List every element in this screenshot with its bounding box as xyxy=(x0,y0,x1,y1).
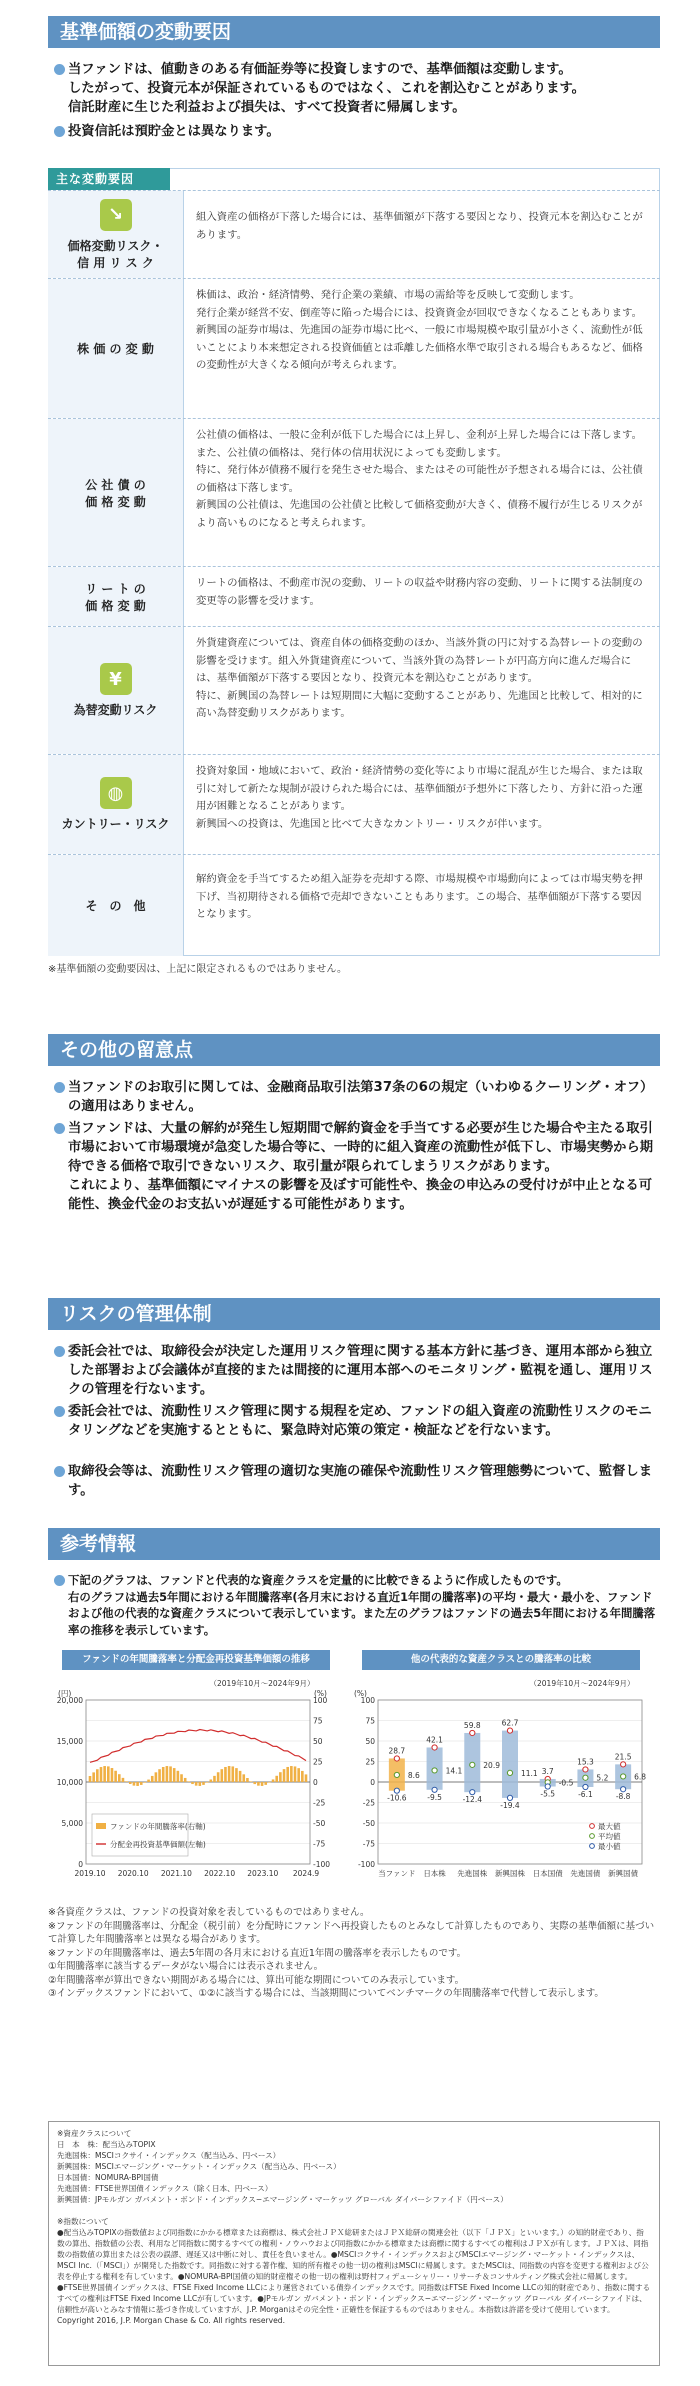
right-tick-label: -50 xyxy=(313,1819,326,1828)
bullet-reference-1: 下記のグラフは、ファンドと代表的な資産クラスを定量的に比較できるように作成したものです。 右のグラフは過去5年間における年間騰落率(各月末における直近1年間の騰落率)の平均・最大・最小を、ファンドおよび他の代表的な資産クラスについて表示しています。また左のグラフはファンドの過去5年間における年間騰落率の推移を表示しています。 xyxy=(54,1572,662,1638)
max-label: 62.7 xyxy=(501,1718,519,1728)
risk-row-reit: リ ー ト の 価 格 変 動 リートの価格は、不動産市況の変動、リートの収益や財務内容の変動、リートに関する法制度の変更等の影響を受けます。 xyxy=(48,566,660,626)
avg-point xyxy=(432,1768,437,1773)
return-bar xyxy=(147,1780,150,1782)
return-bar xyxy=(92,1772,95,1782)
legend-label: 最大値 xyxy=(598,1822,621,1831)
right-chart xyxy=(352,1674,652,1896)
return-bar xyxy=(286,1767,289,1782)
right-tick-label: -100 xyxy=(313,1860,331,1869)
bullet-risk-mgmt-3: 取締役会等は、流動性リスク管理の適切な実施の確保や流動性リスク管理態勢について、監督します。 xyxy=(54,1462,662,1500)
legend-label: 最小値 xyxy=(598,1842,621,1851)
return-bar xyxy=(210,1779,213,1782)
right-axis-unit: (%) xyxy=(314,1689,327,1698)
globe-icon: ◍ xyxy=(100,777,132,809)
bullet-dot-icon xyxy=(54,1346,65,1357)
risk-row-price-credit: ↘ 価格変動リスク・ 信 用 リ ス ク 組入資産の価格が下落した場合には、基準価額が下落する要因となり、投資元本を割込むことがあります。 xyxy=(48,190,660,278)
return-bar xyxy=(103,1766,106,1782)
min-point xyxy=(621,1787,626,1792)
right-tick-label: 25 xyxy=(313,1757,323,1767)
right-chart-period: （2019年10月〜2024年9月） xyxy=(529,1679,635,1688)
return-bar xyxy=(213,1776,216,1782)
return-bar xyxy=(305,1774,308,1782)
avg-label: 8.6 xyxy=(407,1770,420,1780)
min-point xyxy=(394,1788,399,1793)
left-tick-label: 5,000 xyxy=(61,1819,83,1828)
bullet-dot-icon xyxy=(54,1406,65,1417)
left-chart-title: ファンドの年間騰落率と分配金再投資基準価額の推移 xyxy=(62,1650,330,1670)
max-label: 59.8 xyxy=(463,1720,481,1730)
left-axis-unit: (円) xyxy=(58,1689,72,1698)
return-bar xyxy=(136,1782,139,1786)
category-label: 先進国株 xyxy=(457,1869,488,1878)
bullet-fluctuation-1: 当ファンドは、値動きのある有価証券等に投資しますので、基準価額は変動します。 したがって、投資元本が保証されているものではなく、これを割込むことがあります。 信託財産に生じた利益および損失は、すべて投資者に帰属します。 xyxy=(54,60,662,117)
return-bar xyxy=(231,1766,234,1782)
max-point xyxy=(394,1756,399,1761)
return-bar xyxy=(118,1774,121,1782)
return-bar xyxy=(217,1772,220,1782)
category-label: 新興国株 xyxy=(495,1869,525,1878)
x-tick-label: 2023.10 xyxy=(247,1869,279,1878)
legend-label: 分配金再投資基準価額(左軸) xyxy=(110,1840,206,1849)
bullet-dot-icon xyxy=(54,1123,65,1134)
return-bar xyxy=(158,1769,161,1782)
y-tick-label: -75 xyxy=(362,1839,375,1849)
legend-marker xyxy=(590,1834,595,1839)
min-point xyxy=(545,1784,550,1789)
max-label: 28.7 xyxy=(388,1746,406,1756)
return-bar xyxy=(180,1774,183,1782)
return-bar xyxy=(206,1782,209,1783)
return-bar xyxy=(166,1766,169,1782)
risk-row-bond: 公 社 債 の 価 格 変 動 公社債の価格は、一般に金利が低下した場合には上昇し、金利が上昇した場合には下落します。また、公社債の価格は、発行体の信用状況によっても変動します。 特に、発行体が債務不履行を発生させた場合、またはその可能性が予想される場合には、公社債の価格は下落します。 新興国の公社債は、先進国の公社債と比較して価格変動が大きく、債務不履行が生じるリスクがより高いものになると考えられます。 xyxy=(48,418,660,566)
return-bar xyxy=(261,1782,264,1786)
return-bar xyxy=(184,1778,187,1782)
min-label: -12.4 xyxy=(462,1795,482,1805)
return-bar xyxy=(202,1782,205,1785)
return-bar xyxy=(155,1772,158,1782)
avg-label: 20.9 xyxy=(483,1760,500,1770)
return-bar xyxy=(199,1782,202,1786)
section-title-risk-management: リスクの管理体制 xyxy=(48,1298,660,1330)
x-tick-label: 2021.10 xyxy=(160,1869,192,1878)
legend-box xyxy=(92,1814,188,1856)
return-bar xyxy=(151,1776,154,1782)
risk-table-header: 主な変動要因 xyxy=(48,168,170,190)
return-bar xyxy=(246,1778,249,1782)
section-title-fluctuation: 基準価額の変動要因 xyxy=(48,16,660,48)
avg-point xyxy=(394,1772,399,1777)
return-bar xyxy=(257,1782,260,1786)
max-label: 42.1 xyxy=(426,1735,443,1745)
return-bar xyxy=(140,1782,143,1785)
min-point xyxy=(507,1795,512,1800)
return-bar xyxy=(297,1768,300,1782)
risk-row-stock: 株 価 の 変 動 株価は、政治・経済情勢、発行企業の業績、市場の需給等を反映して変動します。 発行企業が経営不安、倒産等に陥った場合には、投資資金が回収できなくなることもあります。 新興国の証券市場は、先進国の証券市場に比べ、一般に市場規模や取引量が小さく、流動性が低いことにより本来想定される投資価値とは乖離した価格水準で取引される場合もあるなど、価格の変動性が大きくなる傾向が考えられます。 xyxy=(48,278,660,418)
bullet-dot-icon xyxy=(54,1575,65,1586)
return-bar xyxy=(100,1767,103,1782)
return-bar xyxy=(188,1781,191,1782)
yen-icon: ¥ xyxy=(100,663,132,695)
left-tick-label: 10,000 xyxy=(56,1778,83,1787)
left-tick-label: 0 xyxy=(78,1860,83,1869)
y-axis-unit: (%) xyxy=(354,1689,367,1698)
avg-label: 14.1 xyxy=(445,1766,463,1776)
min-label: -6.1 xyxy=(578,1790,593,1800)
max-point xyxy=(621,1762,626,1767)
y-tick-label: -50 xyxy=(362,1819,375,1828)
return-bar xyxy=(162,1767,165,1782)
bullet-fluctuation-2: 投資信託は預貯金とは異なります。 xyxy=(54,122,662,141)
chart-down-icon: ↘ xyxy=(100,199,132,231)
y-tick-label: -25 xyxy=(362,1798,375,1808)
right-tick-label: 100 xyxy=(313,1696,328,1705)
max-label: 3.7 xyxy=(541,1766,554,1776)
right-tick-label: 50 xyxy=(313,1737,323,1746)
return-bar xyxy=(275,1776,278,1782)
category-label: 先進国債 xyxy=(570,1869,601,1878)
section-title-reference: 参考情報 xyxy=(48,1528,660,1560)
category-label: 当ファンド xyxy=(378,1869,416,1878)
return-bar xyxy=(235,1768,238,1782)
min-label: -5.5 xyxy=(540,1789,556,1799)
return-bar xyxy=(294,1766,297,1782)
left-chart xyxy=(52,1674,342,1896)
category-label: 新興国債 xyxy=(608,1869,639,1878)
y-tick-label: 75 xyxy=(365,1716,375,1726)
avg-label: 11.1 xyxy=(521,1768,538,1778)
risk-row-other: そ の 他 解約資金を手当てするため組入証券を売却する際、市場規模や市場動向によっては市場実勢を押下げ、当初期待される価格で売却できないこともあります。この場合、基準価額が下落する要因となります。 xyxy=(48,854,660,956)
disclaimer-box: ※資産クラスについて 日 本 株：配当込みTOPIX 先進国株：MSCIコクサイ・インデックス（配当込み、円ベース） 新興国株：MSCIエマージング・マーケット・インデックス（配当込み、円ベース） 日本国債：NOMURA-BPI国債 先進国債：FTSE世界国債インデックス（除く日本、円ベース） 新興国債：JPモルガン ガバメント・ボンド・インデックス−エマージング・マーケッツ グローバル ダイバーシファイド（円ベース） ※指数について ●配当込みTOPIXの指数値および同指数にかかる標章または商標は、株式会社ＪＰＸ総研またはＪＰＸ総研の関連会社（以下「ＪＰＸ」といいます。）の知的財産であり、指数の算出、指数値の公表、利用など同指数に関するすべての権利・ノウハウおよび同指数にかかる標章または商標に関するすべての権利はＪＰＸが有します。ＪＰＸは、同指数の指数値の算出または公表の誤謬、遅延又は中断に対し、責任を負いません。●MSCIコクサイ・インデックスおよびMSCIエマージング・マーケット・インデックスは、MSCI Inc.（「MSCI」）が開発した指数です。同指数に対する著作権、知的所有権その他一切の権利はMSCIに帰属します。またMSCIは、同指数の内容を変更する権利および公表を停止する権利を有しています。●NOMURA-BPI国債の知的財産権その他一切の権利は野村フィデューシャリー・リサーチ＆コンサルティング株式会社に帰属します。●FTSE世界国債インデックスは、FTSE Fixed Income LLCにより運営されている債券インデックスです。同指数はFTSE Fixed Income LLCの知的財産であり、指数に関するすべての権利はFTSE Fixed Income LLCが有しています。●JPモルガン ガバメント・ボンド・インデックス−エマージング・マーケッツ グローバル ダイバーシファイドは、信頼性が高いとみなす情報に基づき作成していますが、J.P. Morganはその完全性・正確性を保証するものではありません。本指数は許諾を受けて使用しています。Copyright 2016, J.P. Morgan Chase & Co. All rights reserved. xyxy=(48,2121,660,2366)
return-bar xyxy=(195,1782,198,1786)
chart-notes: ※各資産クラスは、ファンドの投資対象を表しているものではありません。 ※ファンドの年間騰落率は、分配金（税引前）を分配時にファンドへ再投資したものとみなして計算したものであり、実際の基準価額に基づいて計算した年間騰落率とは異なる場合があります。 ※ファンドの年間騰落率は、過去5年間の各月末における直近1年間の騰落率を表示したものです。 ①年間騰落率に該当するデータがない場合には表示されません。 ②年間騰落率が算出できない期間がある場合には、算出可能な期間についてのみ表示しています。 ③インデックスファンドにおいて、①②に該当する場合には、当該期間についてベンチマークの年間騰落率で代替して表示します。 xyxy=(48,1907,655,1999)
return-bar xyxy=(169,1766,172,1782)
right-tick-label: 0 xyxy=(313,1778,318,1787)
return-bar xyxy=(133,1782,136,1786)
return-bar xyxy=(283,1769,286,1782)
bullet-notes-2: 当ファンドは、大量の解約が発生し短期間で解約資金を手当てする必要が生じた場合や主たる取引市場において市場環境が急変した場合等に、一時的に組入資産の流動性が低下し、市場実勢から期待できる価格で取引できないリスク、取引量が限られてしまうリスクがあります。 これにより、基準価額にマイナスの影響を及ぼす可能性や、換金の申込みの受付けが中止となる可能性、換金代金のお支払いが遅延する可能性があります。 xyxy=(54,1119,662,1214)
return-bar xyxy=(111,1768,114,1782)
max-point xyxy=(507,1728,512,1733)
right-tick-label: 75 xyxy=(313,1716,323,1726)
avg-label: 6.8 xyxy=(634,1772,647,1782)
x-tick-label: 2019.10 xyxy=(74,1869,106,1878)
risk-row-country: ◍ カントリー・リスク 投資対象国・地域において、政治・経済情勢の変化等により市場に混乱が生じた場合、または取引に対して新たな規制が設けられた場合には、基準価額が予想外に下落したり、方針に沿った運用が困難となることがあります。 新興国への投資は、先進国と比べて大きなカントリー・リスクが伴います。 xyxy=(48,754,660,854)
x-tick-label: 2022.10 xyxy=(204,1869,236,1878)
risk-table-note: ※基準価額の変動要因は、上記に限定されるものではありません。 xyxy=(48,964,347,975)
return-bar xyxy=(272,1779,275,1782)
return-bar xyxy=(191,1782,194,1784)
category-label: 日本株 xyxy=(423,1869,446,1878)
left-tick-label: 20,000 xyxy=(56,1696,83,1705)
return-bar xyxy=(177,1771,180,1782)
return-bar xyxy=(144,1782,147,1783)
bullet-notes-1: 当ファンドのお取引に関しては、金融商品取引法第37条の6の規定（いわゆるクーリング・オフ）の適用はありません。 xyxy=(54,1078,662,1116)
y-tick-label: -100 xyxy=(357,1860,375,1869)
bullet-risk-mgmt-2: 委託会社では、流動性リスク管理に関する規程を定め、ファンドの組入資産の流動性リスクのモニタリングなどを実施するとともに、緊急時対応策の策定・検証などを行ないます。 xyxy=(54,1402,662,1440)
nav-line xyxy=(90,1730,306,1763)
left-chart-period: （2019年10月〜2024年9月） xyxy=(209,1679,315,1688)
left-tick-label: 15,000 xyxy=(56,1737,83,1746)
return-bar xyxy=(242,1774,245,1782)
min-point xyxy=(432,1787,437,1792)
return-bar xyxy=(268,1782,271,1783)
right-tick-label: -25 xyxy=(313,1798,326,1808)
avg-point xyxy=(470,1762,475,1767)
y-tick-label: 100 xyxy=(360,1696,375,1705)
return-bar xyxy=(220,1769,223,1782)
return-bar xyxy=(125,1781,128,1782)
bullet-dot-icon xyxy=(54,126,65,137)
avg-point xyxy=(621,1774,626,1779)
category-label: 日本国債 xyxy=(532,1869,563,1878)
avg-point xyxy=(507,1770,512,1775)
return-bar xyxy=(264,1782,267,1785)
max-label: 15.3 xyxy=(577,1757,594,1767)
return-bar xyxy=(122,1778,125,1782)
y-tick-label: 50 xyxy=(365,1737,375,1746)
return-bar xyxy=(89,1776,92,1782)
return-bar xyxy=(253,1782,256,1784)
return-bar xyxy=(107,1766,110,1782)
return-bar xyxy=(129,1782,132,1784)
max-point xyxy=(432,1745,437,1750)
return-bar xyxy=(114,1771,117,1782)
right-chart-title: 他の代表的な資産クラスとの騰落率の比較 xyxy=(362,1650,640,1670)
bullet-dot-icon xyxy=(54,64,65,75)
bullet-dot-icon xyxy=(54,1466,65,1477)
min-point xyxy=(470,1790,475,1795)
min-label: -9.5 xyxy=(427,1792,442,1802)
section-title-notes: その他の留意点 xyxy=(48,1034,660,1066)
max-point xyxy=(470,1730,475,1735)
legend-swatch-return xyxy=(96,1823,106,1829)
min-label: -10.6 xyxy=(387,1793,407,1803)
return-bar xyxy=(173,1768,176,1782)
return-bar xyxy=(290,1766,293,1782)
x-tick-label: 2020.10 xyxy=(117,1869,149,1878)
legend-marker xyxy=(590,1844,595,1849)
avg-label: -0.5 xyxy=(558,1778,574,1788)
risk-row-fx: ¥ 為替変動リスク 外貨建資産については、資産自体の価格変動のほか、当該外貨の円に対する為替レートの変動の影響を受けます。組入外貨建資産について、当該外貨の為替レートが円高方向に進んだ場合には、基準価額が下落する要因となり、投資元本を割込むことがあります。 特に、新興国の為替レートは短期間に大幅に変動することがあり、先進国と比較して、相対的に高い為替変動リスクがあります。 xyxy=(48,626,660,754)
legend-label: 平均値 xyxy=(598,1832,621,1841)
return-bar xyxy=(96,1769,99,1782)
legend-label: ファンドの年間騰落率(右軸) xyxy=(110,1822,206,1831)
bullet-dot-icon xyxy=(54,1082,65,1093)
y-tick-label: 0 xyxy=(370,1778,375,1787)
return-bar xyxy=(301,1771,304,1782)
max-label: 21.5 xyxy=(614,1752,632,1762)
x-tick-label: 2024.9 xyxy=(292,1869,320,1878)
return-bar xyxy=(224,1767,227,1782)
avg-label: 5.2 xyxy=(596,1773,609,1783)
return-bar xyxy=(228,1766,231,1782)
max-point xyxy=(583,1767,588,1772)
legend-marker xyxy=(590,1824,595,1829)
range-bar xyxy=(502,1731,518,1798)
min-point xyxy=(583,1784,588,1789)
return-bar xyxy=(239,1771,242,1782)
bullet-risk-mgmt-1: 委託会社では、取締役会が決定した運用リスク管理に関する基本方針に基づき、運用本部から独立した部署および会議体が直接的または間接的に運用本部へのモニタリング・監視を通し、運用リスクの管理を行ないます。 xyxy=(54,1342,662,1399)
min-label: -19.4 xyxy=(500,1800,520,1810)
avg-point xyxy=(583,1775,588,1780)
y-tick-label: 25 xyxy=(365,1757,375,1767)
return-bar xyxy=(279,1772,282,1782)
min-label: -8.8 xyxy=(615,1792,631,1802)
right-tick-label: -75 xyxy=(313,1839,326,1849)
return-bar xyxy=(250,1781,253,1782)
